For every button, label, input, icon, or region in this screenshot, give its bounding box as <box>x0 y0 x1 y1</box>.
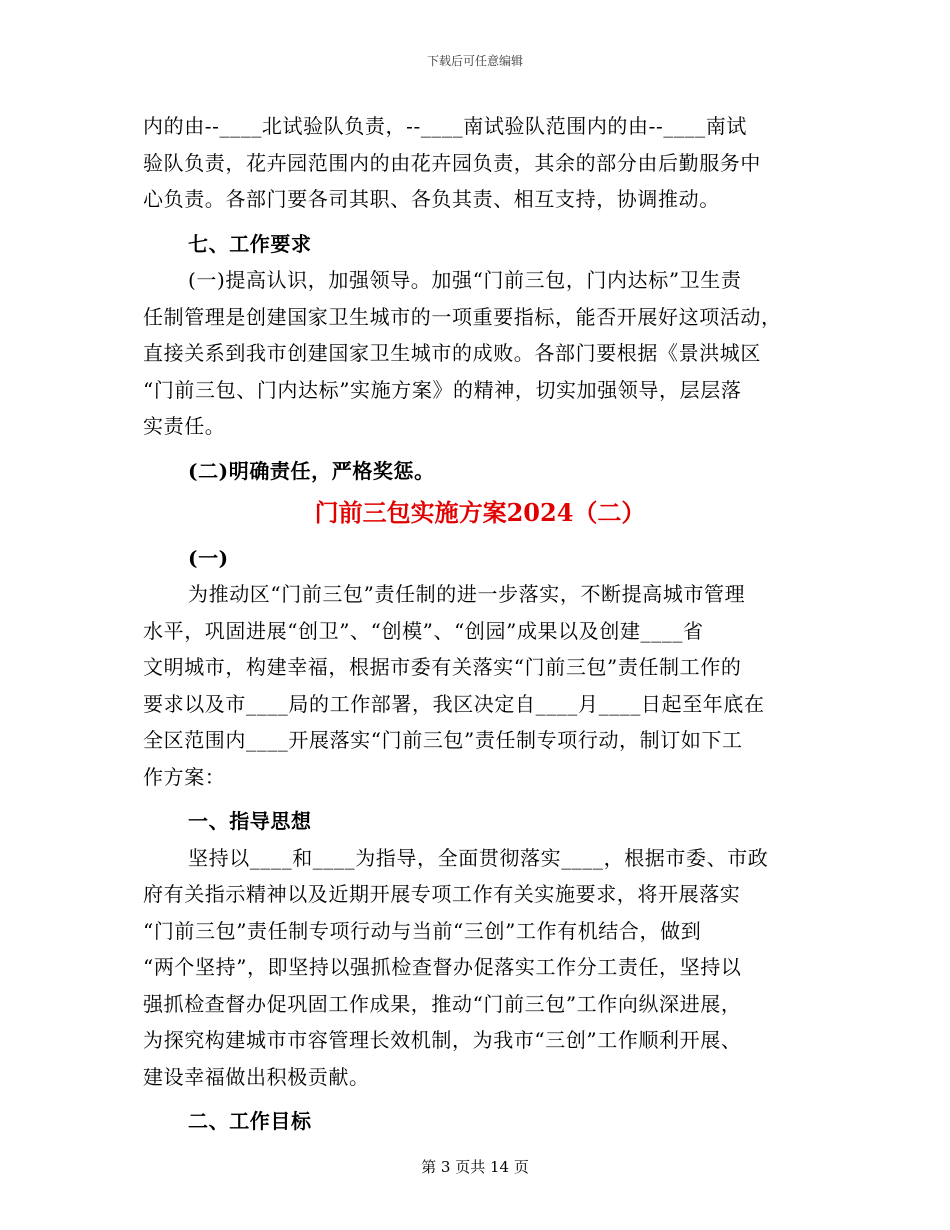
text-line: 文明城市，构建幸福，根据市委有关落实“门前三包”责任制工作的 <box>143 655 742 679</box>
document-body <box>143 108 803 1140</box>
text-line: 内的由--____北试验队负责，--____南试验队范围内的由--____南试 <box>143 114 747 138</box>
text-line: “门前三包”责任制专项行动与当前“三创”工作有机结合，做到 <box>143 918 702 943</box>
text-line: 水平，巩固进展“创卫”、“创模”、“创园”成果以及创建____省 <box>143 618 704 643</box>
text-line: (一)提高认识，加强领导。加强“门前三包，门内达标”卫生责 <box>188 268 742 292</box>
text-line: 要求以及市____局的工作部署，我区决定自____月____日起至年底在 <box>143 691 765 716</box>
text-line: “两个坚持”，即坚持以强抓检查督办促落实工作分工责任，坚持以 <box>143 955 742 979</box>
text-line: 心负责。各部门要各司其职、各负其责、相互支持，协调推动。 <box>143 187 720 211</box>
text-line: 任制管理是创建国家卫生城市的一项重要指标，能否开展好这项活动， <box>143 304 782 329</box>
section-heading: 七、工作要求 <box>188 231 312 256</box>
text-line: 作方案： <box>143 764 226 789</box>
text-line: 全区范围内____开展落实“门前三包”责任制专项行动，制订如下工 <box>143 728 743 752</box>
subsection-heading: (一) <box>188 545 229 570</box>
text-line: “门前三包、门内达标”实施方案》的精神，切实加强领导，层层落 <box>143 377 742 402</box>
text-line: 验队负责，花卉园范围内的由花卉园负责，其余的部分由后勤服务中 <box>143 150 761 175</box>
text-line: 坚持以____和____为指导，全面贯彻落实____，根据市委、市政 <box>188 845 769 870</box>
document-title: 门前三包实施方案2024（二） <box>314 498 646 527</box>
text-line: 府有关指示精神以及近期开展专项工作有关实施要求，将开展落实 <box>143 882 741 906</box>
text-line: 为推动区“门前三包”责任制的进一步落实，不断提高城市管理 <box>188 582 746 606</box>
text-line: 强抓检查督办促巩固工作成果，推动“门前三包”工作向纵深进展， <box>143 991 742 1016</box>
text-line: 直接关系到我市创建国家卫生城市的成败。各部门要根据《景洪城区 <box>143 341 761 365</box>
section-heading: 一、指导思想 <box>188 809 312 833</box>
text-line: 建设幸福做出积极贡献。 <box>143 1064 370 1089</box>
text-line: 实责任。 <box>143 414 226 438</box>
text-line: 为探究构建城市市容管理长效机制，为我市“三创”工作顺利开展、 <box>143 1028 742 1052</box>
page-header: 下载后可任意编辑 <box>426 54 523 68</box>
subsection-heading: (二)明确责任，严格奖惩。 <box>188 458 435 483</box>
page-footer: 第 3 页共 14 页 <box>421 1158 529 1176</box>
section-heading: 二、工作目标 <box>188 1109 312 1133</box>
